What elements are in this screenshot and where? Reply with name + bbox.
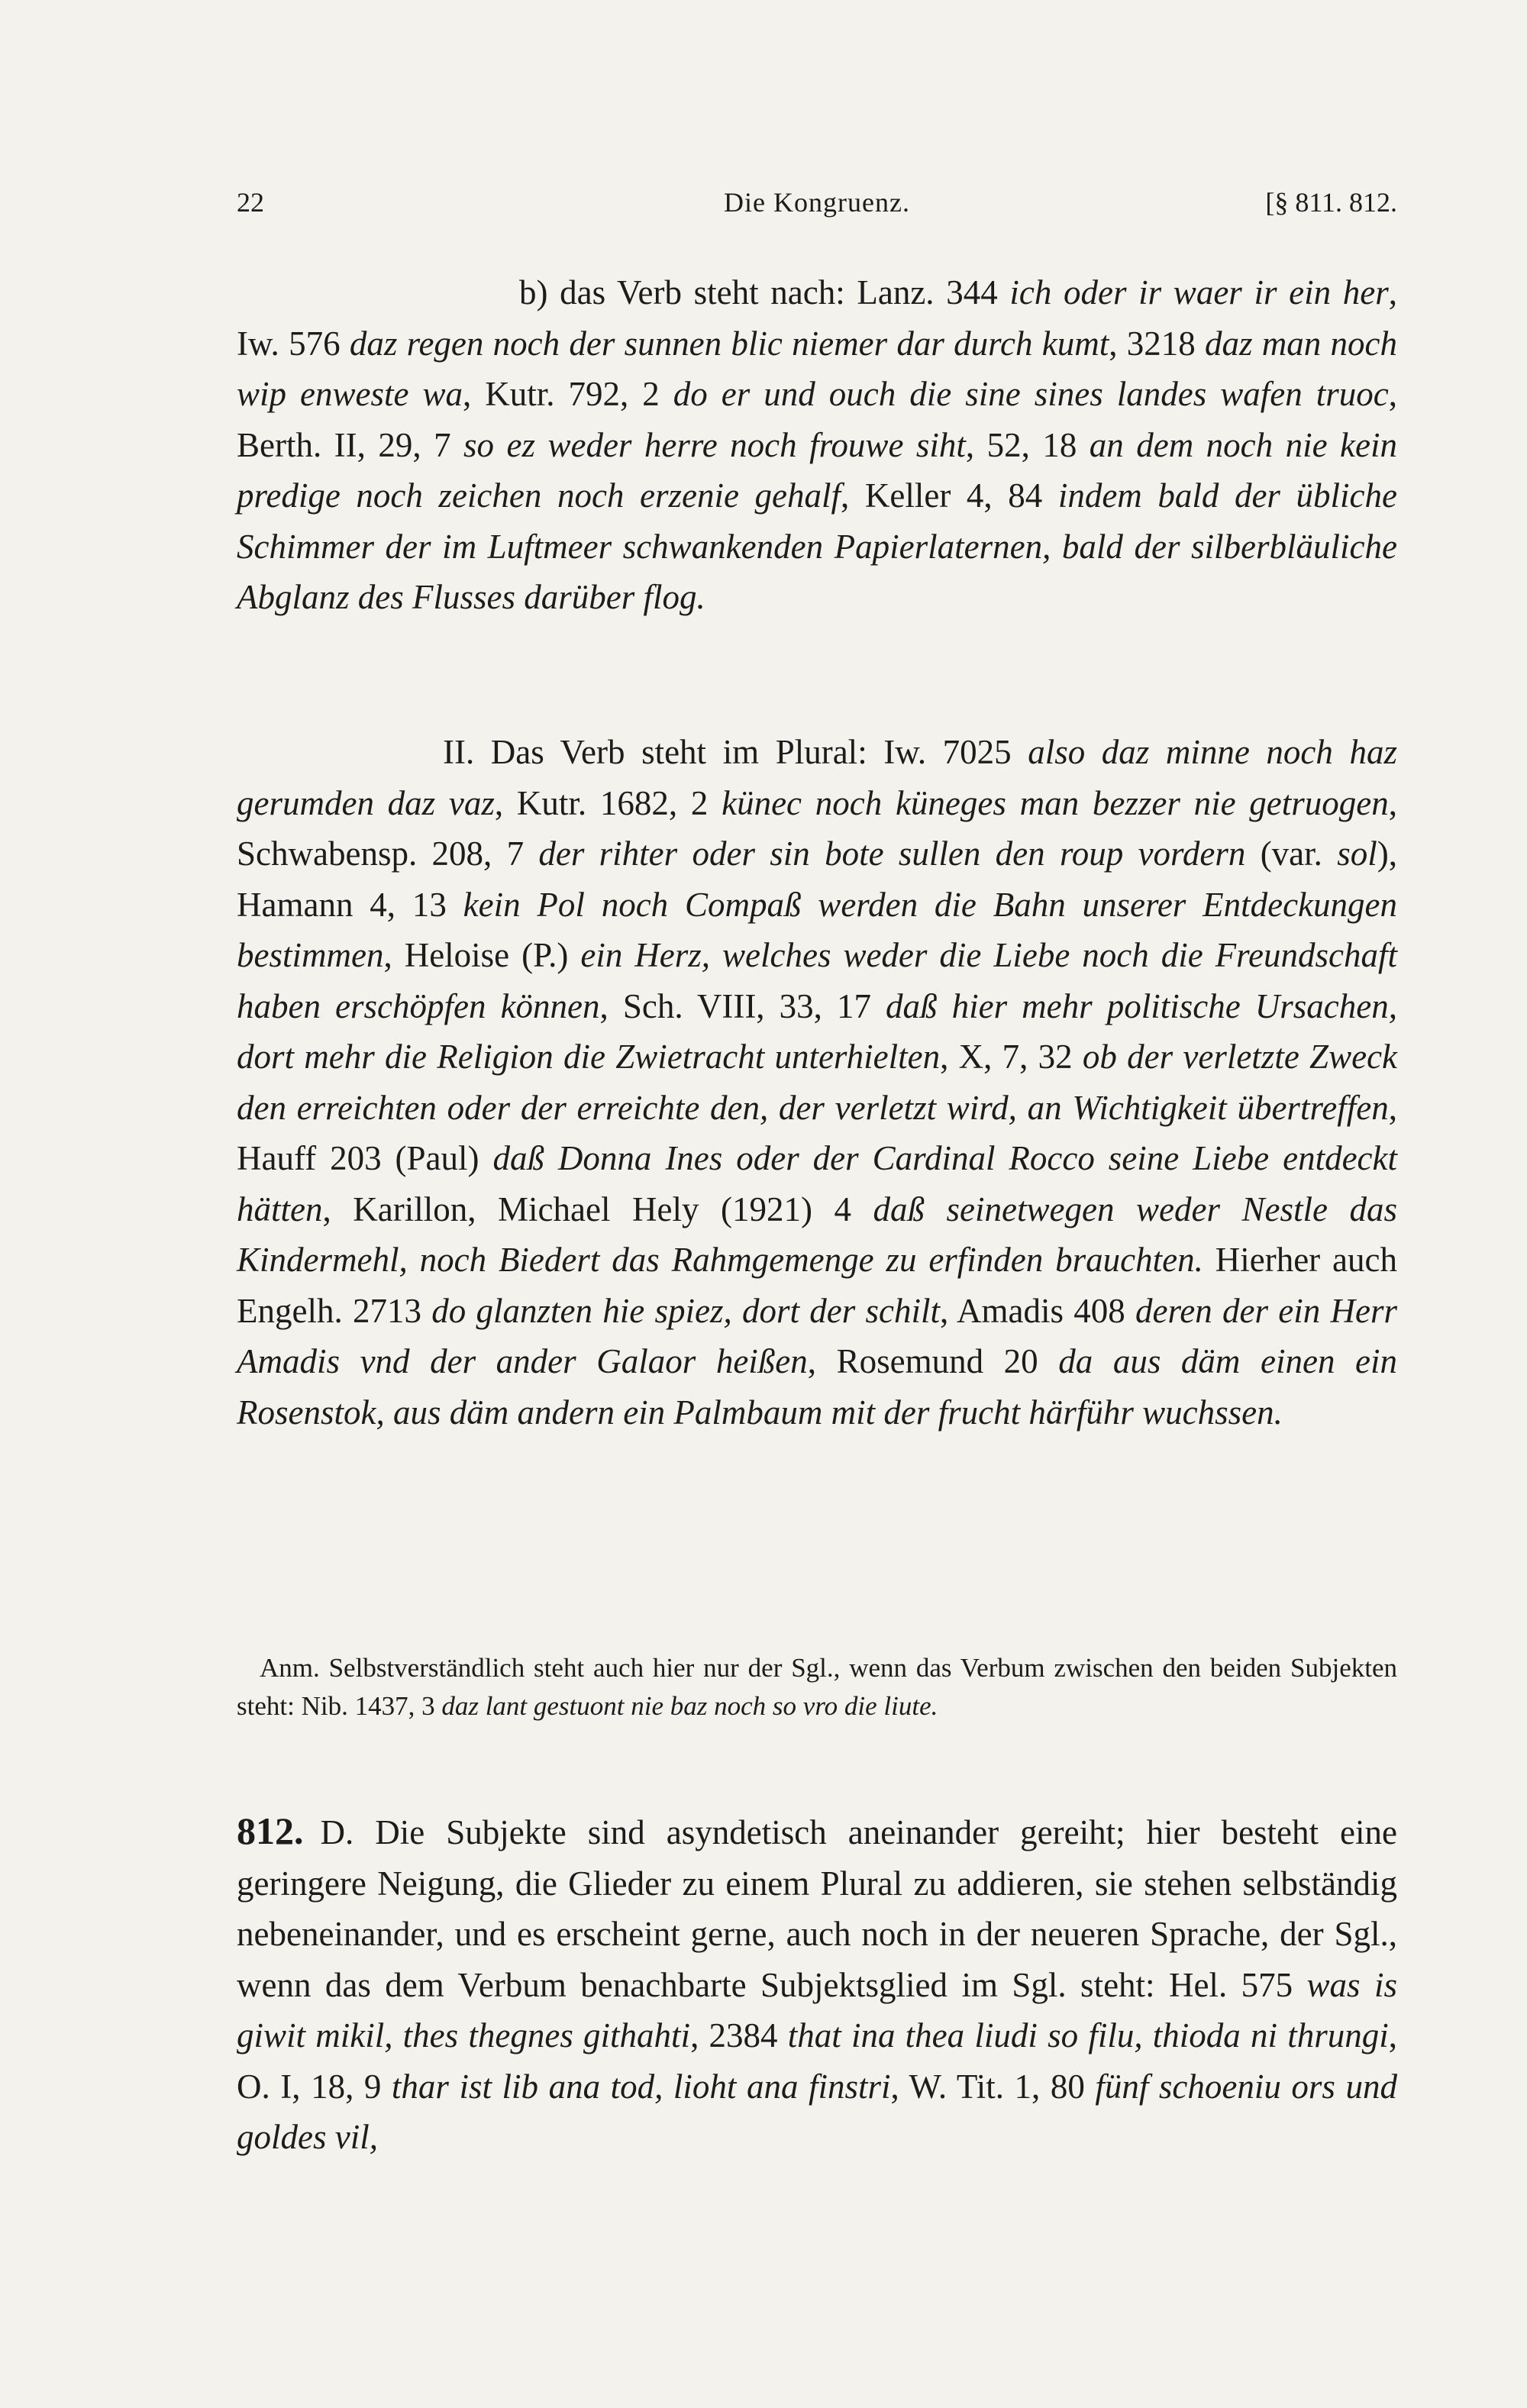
text-run: , Kutr. 1682, 2 — [494, 783, 722, 822]
text-run: , X, 7, 32 — [940, 1038, 1083, 1076]
italic-quote: ein Herz, welches weder die Liebe noch die Freundschaft haben erschöpfen können — [237, 936, 1397, 1025]
text-run: , 2384 — [690, 2016, 788, 2055]
italic-quote: thar ist lib ana tod, lioht ana finstri — [391, 2067, 891, 2106]
running-title: Die Kongruenz. — [724, 187, 910, 218]
text-run: b) das Verb steht nach: Lanz. 344 — [519, 273, 1010, 311]
italic-quote: daß seinetwegen weder Nestle das Kindermehl, noch Biedert das Rahmgemenge zu erfinden brauchten. — [237, 1189, 1398, 1279]
italic-quote: ob der verletzte Zweck den erreichten oder der erreichte den, der verletzt wird, an Wichtigkeit übertreffen — [237, 1038, 1398, 1127]
italic-quote: indem bald der übliche Schimmer der im Luftmeer schwankenden Papierlaternen, bald der silberbläuliche Abglanz des Flusses darüber flog. — [237, 476, 1397, 616]
italic-quote: daß hier mehr politische Ursachen, dort mehr die Religion die Zwietracht unterhielten — [237, 986, 1397, 1076]
paragraph-text — [237, 727, 1397, 1438]
text-run: II. Das Verb steht im Plural: Iw. 7025 — [443, 733, 1028, 771]
text-run: , W. Tit. 1, 80 — [890, 2067, 1096, 2106]
text-run: , Amadis 408 — [939, 1291, 1135, 1330]
section-812 — [237, 1806, 1397, 2163]
italic-quote: kein Pol noch Compaß werden die Bahn unserer Entdeckungen bestimmen — [237, 885, 1398, 974]
remark-text — [237, 1649, 1397, 1725]
text-run: ), Hamann 4, 13 — [237, 834, 1397, 924]
text-run: , Schwabensp. 208, 7 — [237, 783, 1397, 873]
italic-quote: daz man noch wip enweste wa — [237, 324, 1398, 413]
italic-quote: that ina thea liudi so filu, thioda ni thrungi — [787, 2016, 1389, 2055]
italic-quote: künec noch küneges man bezzer nie getruogen — [722, 783, 1389, 822]
text-run: (var. — [1245, 834, 1338, 873]
text-run: Anm. Selbstverständlich steht auch hier nur der Sgl., wenn das Verbum zwischen den beiden Subjekten steht: Nib. 1437, 3 — [237, 1653, 1397, 1721]
text-run: , O. I, 18, 9 — [237, 2016, 1397, 2106]
section-812-text — [237, 1806, 1397, 2163]
italic-quote: an dem noch nie kein predige noch zeichen noch erzenie gehalf — [237, 425, 1398, 515]
italic-quote: also daz minne noch haz gerumden daz vaz — [237, 733, 1397, 822]
text-run: Hierher auch Engelh. 2713 — [237, 1241, 1397, 1330]
text-run: , Rosemund 20 — [807, 1342, 1059, 1380]
text-run: , Berth. II, 29, 7 — [237, 375, 1398, 464]
italic-quote: sol — [1337, 834, 1377, 873]
text-run: D. Die Subjekte sind asyndetisch aneinander gereiht; hier besteht eine geringere Neigung, die Glieder zu einem Plural zu addieren, sie stehen selbständig nebeneinander, und es erscheint gerne, auch noch in der neueren Sprache, der Sgl., wenn das dem Verbum benachbarte Subjektsglied im Sgl. steht: Hel. 575 — [237, 1813, 1397, 2004]
italic-quote: do glanzten hie spiez, dort der schilt — [431, 1291, 940, 1330]
italic-quote: daz regen noch der sunnen blic niemer dar durch kumt — [349, 324, 1109, 363]
running-header — [237, 176, 1397, 229]
italic-quote: so ez weder herre noch frouwe siht — [463, 425, 966, 464]
text-run: , 52, 18 — [965, 425, 1090, 464]
text-run: , Keller 4, 84 — [841, 476, 1058, 515]
italic-quote: fünf schoeniu ors und goldes vil, — [237, 2067, 1397, 2156]
section-reference: [§ 811. 812. — [1265, 187, 1397, 218]
paragraph-b-verb-after — [237, 267, 1397, 623]
italic-quote: der rihter oder sin bote sullen den roup vordern — [538, 834, 1246, 873]
text-run: , Heloise (P.) — [383, 936, 581, 974]
text-run: , Karillon, Michael Hely (1921) 4 — [322, 1189, 873, 1228]
italic-quote: deren der ein Herr Amadis vnd der ander Galaor heißen — [237, 1291, 1397, 1380]
section-812-body — [237, 1813, 1397, 2156]
text-run: , Sch. VIII, 33, 17 — [599, 986, 886, 1025]
paragraph-ii-plural — [237, 727, 1397, 1438]
italic-quote: daz lant gestuont nie baz noch so vro die liute. — [441, 1691, 938, 1721]
text-run: , Hauff 203 (Paul) — [237, 1088, 1397, 1177]
text-run: , 3218 — [1109, 324, 1205, 363]
italic-quote: daß Donna Ines oder der Cardinal Rocco seine Liebe entdeckt hätten — [237, 1139, 1397, 1228]
paragraph-text — [237, 267, 1397, 623]
italic-quote: was is giwit mikil, thes thegnes githahti — [237, 1965, 1397, 2055]
italic-quote: do er und ouch die sine sines landes wafen truoc — [673, 375, 1389, 413]
page-number: 22 — [237, 187, 264, 218]
italic-quote: da aus däm einen ein Rosenstok, aus däm andern ein Palmbaum mit der frucht härführ wuchssen. — [237, 1342, 1397, 1432]
section-number: 812. — [237, 1809, 304, 1852]
text-run: , Kutr. 792, 2 — [463, 375, 673, 413]
footnote-remark — [237, 1649, 1397, 1725]
italic-quote: ich oder ir waer ir ein her — [1009, 273, 1389, 311]
text-run: , Iw. 576 — [237, 273, 1398, 363]
